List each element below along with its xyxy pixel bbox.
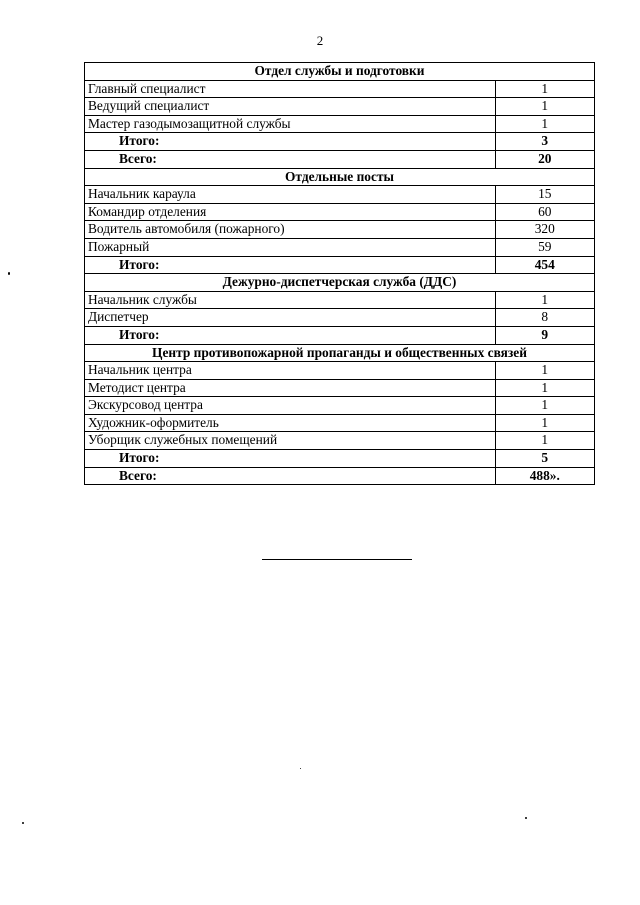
table-row <box>85 432 595 450</box>
position-count: 60 <box>495 203 594 221</box>
position-name: Ведущий специалист <box>85 98 496 116</box>
position-name: Методист центра <box>85 379 496 397</box>
table-row <box>85 98 595 116</box>
position-count: 320 <box>495 221 594 239</box>
table-row <box>85 291 595 309</box>
position-count: 1 <box>495 432 594 450</box>
table-row <box>85 238 595 256</box>
position-count: 1 <box>495 362 594 380</box>
staffing-table <box>84 62 595 485</box>
total-value: 20 <box>495 150 594 168</box>
page-number: 2 <box>316 33 324 48</box>
total-row <box>85 133 595 151</box>
total-label: Итого: <box>85 450 496 468</box>
section-title: Отдел службы и подготовки <box>85 63 595 81</box>
scan-speck <box>525 817 527 819</box>
position-name: Командир отделения <box>85 203 496 221</box>
total-value: 5 <box>495 450 594 468</box>
position-name: Мастер газодымозащитной службы <box>85 115 496 133</box>
total-value: 9 <box>495 326 594 344</box>
total-label: Итого: <box>85 133 496 151</box>
scan-speck <box>22 822 24 824</box>
position-name: Экскурсовод центра <box>85 397 496 415</box>
table-row <box>85 309 595 327</box>
total-label: Итого: <box>85 326 496 344</box>
table-row <box>85 186 595 204</box>
position-name: Начальник центра <box>85 362 496 380</box>
position-count: 1 <box>495 115 594 133</box>
table-row <box>85 414 595 432</box>
total-row <box>85 326 595 344</box>
total-row <box>85 467 595 485</box>
section-title: Дежурно-диспетчерская служба (ДДС) <box>85 274 595 292</box>
position-name: Водитель автомобиля (пожарного) <box>85 221 496 239</box>
section-header-row <box>85 274 595 292</box>
total-label: Всего: <box>85 467 496 485</box>
staffing-table-body <box>85 63 595 485</box>
position-count: 1 <box>495 291 594 309</box>
section-header-row <box>85 168 595 186</box>
total-label: Итого: <box>85 256 496 274</box>
position-count: 15 <box>495 186 594 204</box>
table-row <box>85 379 595 397</box>
position-name: Пожарный <box>85 238 496 256</box>
position-name: Художник-оформитель <box>85 414 496 432</box>
table-row <box>85 115 595 133</box>
scan-speck <box>8 272 10 275</box>
position-count: 1 <box>495 397 594 415</box>
table-row <box>85 221 595 239</box>
position-count: 1 <box>495 98 594 116</box>
position-name: Диспетчер <box>85 309 496 327</box>
total-row <box>85 256 595 274</box>
section-header-row <box>85 344 595 362</box>
scan-speck <box>300 768 301 769</box>
position-count: 59 <box>495 238 594 256</box>
position-name: Главный специалист <box>85 80 496 98</box>
position-name: Начальник службы <box>85 291 496 309</box>
position-count: 1 <box>495 379 594 397</box>
position-name: Уборщик служебных помещений <box>85 432 496 450</box>
total-value: 3 <box>495 133 594 151</box>
section-title: Отдельные посты <box>85 168 595 186</box>
total-value: 454 <box>495 256 594 274</box>
section-header-row <box>85 63 595 81</box>
end-of-document-line <box>262 559 412 560</box>
position-count: 1 <box>495 414 594 432</box>
table-row <box>85 203 595 221</box>
total-value: 488». <box>495 467 594 485</box>
position-name: Начальник караула <box>85 186 496 204</box>
total-label: Всего: <box>85 150 496 168</box>
position-count: 8 <box>495 309 594 327</box>
position-count: 1 <box>495 80 594 98</box>
total-row <box>85 450 595 468</box>
section-title: Центр противопожарной пропаганды и общественных связей <box>85 344 595 362</box>
table-row <box>85 397 595 415</box>
table-row <box>85 362 595 380</box>
total-row <box>85 150 595 168</box>
table-row <box>85 80 595 98</box>
